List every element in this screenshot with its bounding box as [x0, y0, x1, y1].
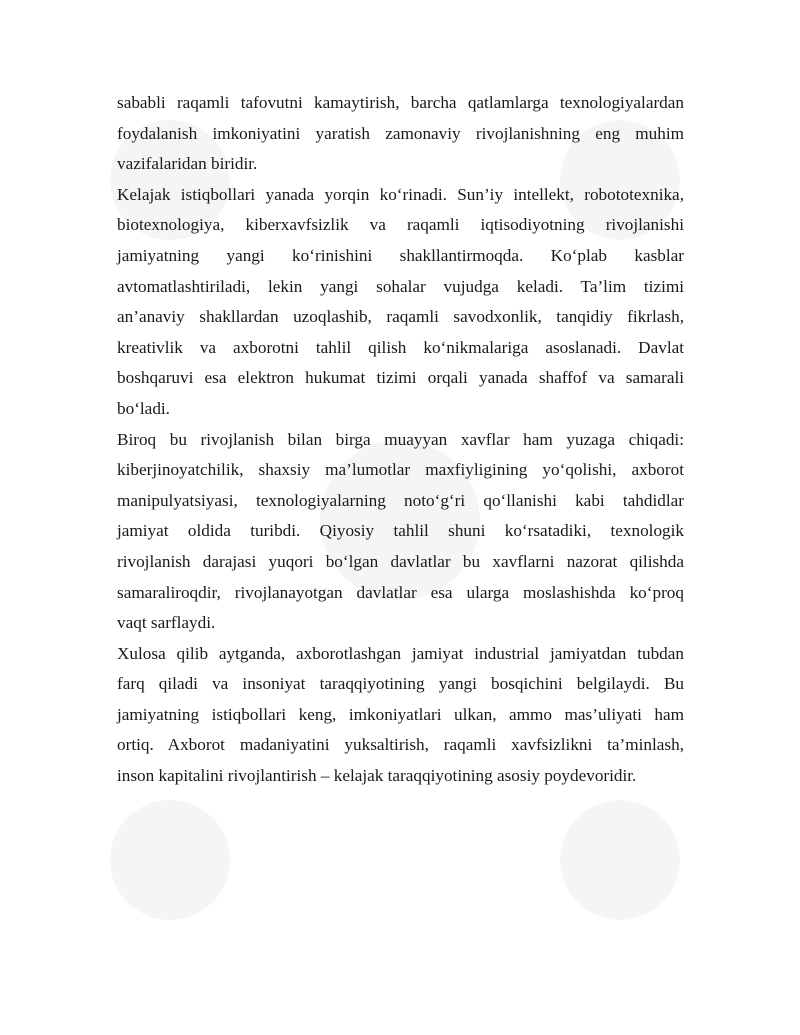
paragraph-line: jamiyat oldida turibdi. Qiyosiy tahlil shuni ko‘rsatadiki, texnologik — [117, 521, 684, 541]
paragraph-line: boshqaruvi esa elektron hukumat tizimi orqali yanada shaffof va samarali — [117, 368, 684, 388]
paragraph-line: kiberjinoyatchilik, shaxsiy ma’lumotlar maxfiyligining yo‘qolishi, axborot — [117, 460, 684, 480]
paragraph-line: Biroq bu rivojlanish bilan birga muayyan xavflar ham yuzaga chiqadi: — [117, 429, 684, 449]
paragraph-line: farq qiladi va insoniyat taraqqiyotining yangi bosqichini belgilaydi. Bu — [117, 674, 684, 694]
paragraph-line: Kelajak istiqbollari yanada yorqin ko‘rinadi. Sun’iy intellekt, robototexnika, — [117, 184, 684, 204]
paragraph-line: sababli raqamli tafovutni kamaytirish, barcha qatlamlarga texnologiyalardan — [117, 93, 684, 112]
paragraph-line: Xulosa qilib aytganda, axborotlashgan jamiyat industrial jamiyatdan tubdan — [117, 643, 684, 663]
paragraph-line: jamiyatning istiqbollari keng, imkoniyatlari ulkan, ammo mas’uliyati ham — [117, 704, 684, 724]
paragraph-line: vaqt sarflaydi. — [117, 613, 216, 633]
paragraph-line: avtomatlashtiriladi, lekin yangi sohalar vujudga keladi. Ta’lim tizimi — [117, 276, 684, 296]
paragraph-line: samaraliroqdir, rivojlanayotgan davlatlar esa ularga moslashishda ko‘proq — [117, 582, 684, 602]
paragraph-line: foydalanish imkoniyatini yaratish zamonaviy rivojlanishning eng muhim — [117, 123, 684, 143]
paragraph-line: inson kapitalini rivojlantirish – kelajak taraqqiyotining asosiy poydevoridir. — [117, 766, 637, 786]
paragraph-line: vazifalaridan biridir. — [117, 154, 258, 174]
paragraph-line: manipulyatsiyasi, texnologiyalarning noto‘g‘ri qo‘llanishi kabi tahdidlar — [117, 490, 684, 510]
paragraph-line: kreativlik va axborotni tahlil qilish ko‘nikmalariga asoslanadi. Davlat — [117, 337, 684, 357]
paragraph-line: bo‘ladi. — [117, 398, 170, 418]
paragraph-line: biotexnologiya, kiberxavfsizlik va raqamli iqtisodiyotning rivojlanishi — [117, 215, 684, 235]
document-body — [117, 88, 684, 792]
paragraph-line: rivojlanish darajasi yuqori bo‘lgan davlatlar bu xavflarni nazorat qilishda — [117, 551, 684, 571]
paragraph-line: an’anaviy shakllardan uzoqlashib, raqamli savodxonlik, tanqidiy fikrlash, — [117, 307, 684, 327]
paragraph-line: ortiq. Axborot madaniyatini yuksaltirish, raqamli xavfsizlikni ta’minlash, — [117, 735, 684, 755]
paragraph-line: jamiyatning yangi ko‘rinishini shakllantirmoqda. Ko‘plab kasblar — [117, 245, 684, 265]
